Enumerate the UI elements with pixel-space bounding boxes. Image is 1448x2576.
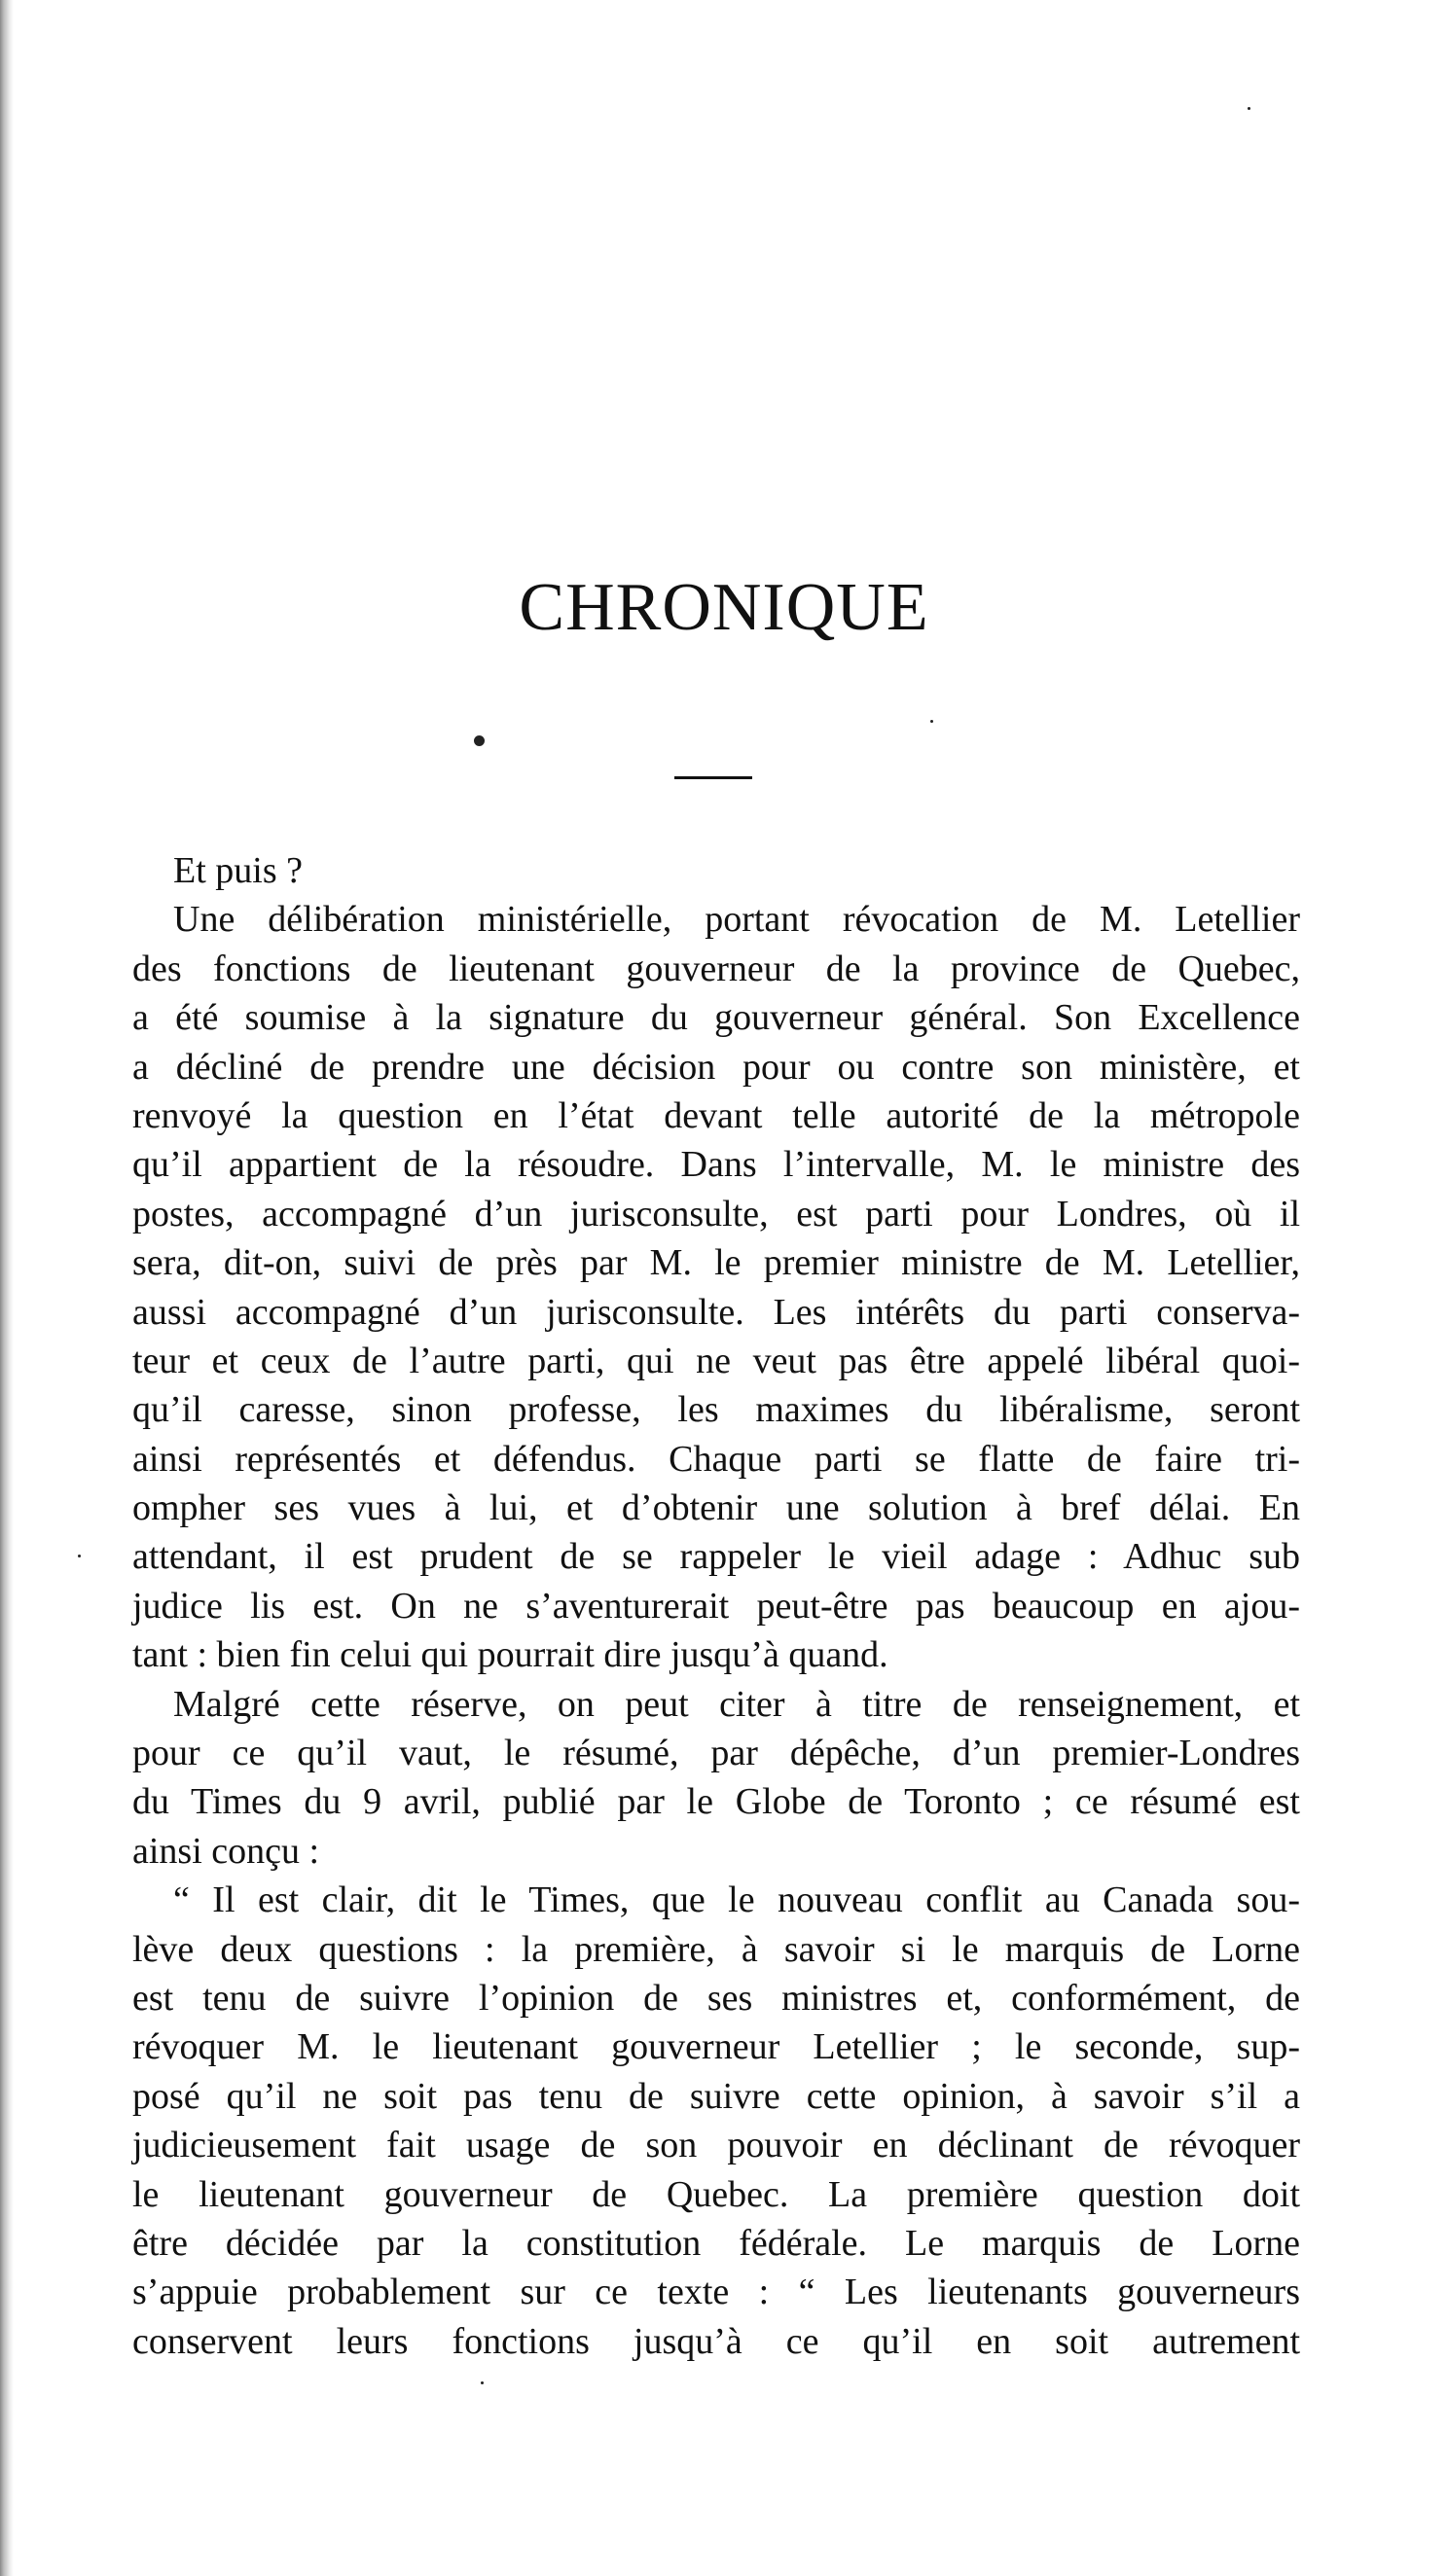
text-line: tant : bien fin celui qui pourrait dire jusqu’à quand. [132,1634,888,1676]
page-title: CHRONIQUE [519,570,929,645]
text-line: aussi accompagné d’un jurisconsulte. Les intérêts du parti conserva- [132,1291,1300,1333]
text-line: révoquer M. le lieutenant gouverneur Letellier ; le seconde, sup- [132,2026,1300,2068]
text-line: qu’il caresse, sinon professe, les maximes du libéralisme, seront [132,1389,1300,1431]
text-line: judicieusement fait usage de son pouvoir en déclinant de révoquer [132,2125,1300,2166]
text-line: posé qu’il ne soit pas tenu de suivre cette opinion, à savoir s’il a [132,2075,1300,2117]
text-line: lève deux questions : la première, à savoir si le marquis de Lorne [132,1928,1300,1970]
ink-speck [78,1555,81,1557]
text-line: être décidée par la constitution fédérale. Le marquis de Lorne [132,2222,1300,2264]
text-line: est tenu de suivre l’opinion de ses ministres et, conformément, de [132,1977,1300,2019]
page-binding-edge [0,0,14,2576]
text-line: le lieutenant gouverneur de Quebec. La première question doit [132,2173,1300,2215]
text-line: a été soumise à la signature du gouverneur général. Son Excellence [132,997,1300,1039]
title-rule [674,776,752,779]
body-text [132,846,1300,2366]
ink-speck [481,2381,484,2384]
text-line: postes, accompagné d’un jurisconsulte, est parti pour Londres, où il [132,1193,1300,1234]
text-line: des fonctions de lieutenant gouverneur de la province de Quebec, [132,948,1300,989]
text-line: du Times du 9 avril, publié par le Globe de Toronto ; ce résumé est [132,1781,1300,1823]
text-line: ompher ses vues à lui, et d’obtenir une solution à bref délai. En [132,1487,1300,1529]
text-line: renvoyé la question en l’état devant telle autorité de la métropole [132,1094,1300,1136]
text-line: ainsi représentés et défendus. Chaque parti se flatte de faire tri- [132,1438,1300,1480]
text-line: conservent leurs fonctions jusqu’à ce qu’il en soit autrement [132,2320,1300,2362]
text-line: attendant, il est prudent de se rappeler le vieil adage : Adhuc sub [132,1536,1300,1578]
ink-speck [930,720,933,723]
text-line: ainsi conçu : [132,1830,320,1872]
text-line: a décliné de prendre une décision pour ou contre son ministère, et [132,1046,1300,1088]
text-line: teur et ceux de l’autre parti, qui ne veut pas être appelé libéral quoi- [132,1340,1300,1381]
text-line: pour ce qu’il vaut, le résumé, par dépêche, d’un premier-Londres [132,1733,1300,1774]
text-line: qu’il appartient de la résoudre. Dans l’intervalle, M. le ministre des [132,1144,1300,1186]
text-line: Malgré cette réserve, on peut citer à titre de renseignement, et [173,1683,1300,1725]
text-line: Une délibération ministérielle, portant révocation de M. Letellier [173,899,1300,941]
text-line: judice lis est. On ne s’aventurerait peut-être pas beaucoup en ajou- [132,1585,1300,1627]
ink-dot [474,735,485,746]
text-line: sera, dit-on, suivi de près par M. le premier ministre de M. Letellier, [132,1242,1300,1284]
ink-speck [1248,107,1250,110]
text-line: s’appuie probablement sur ce texte : “ Les lieutenants gouverneurs [132,2272,1300,2313]
text-line: Et puis ? [173,850,303,891]
text-line: “ Il est clair, dit le Times, que le nouveau conflit au Canada sou- [173,1879,1300,1921]
